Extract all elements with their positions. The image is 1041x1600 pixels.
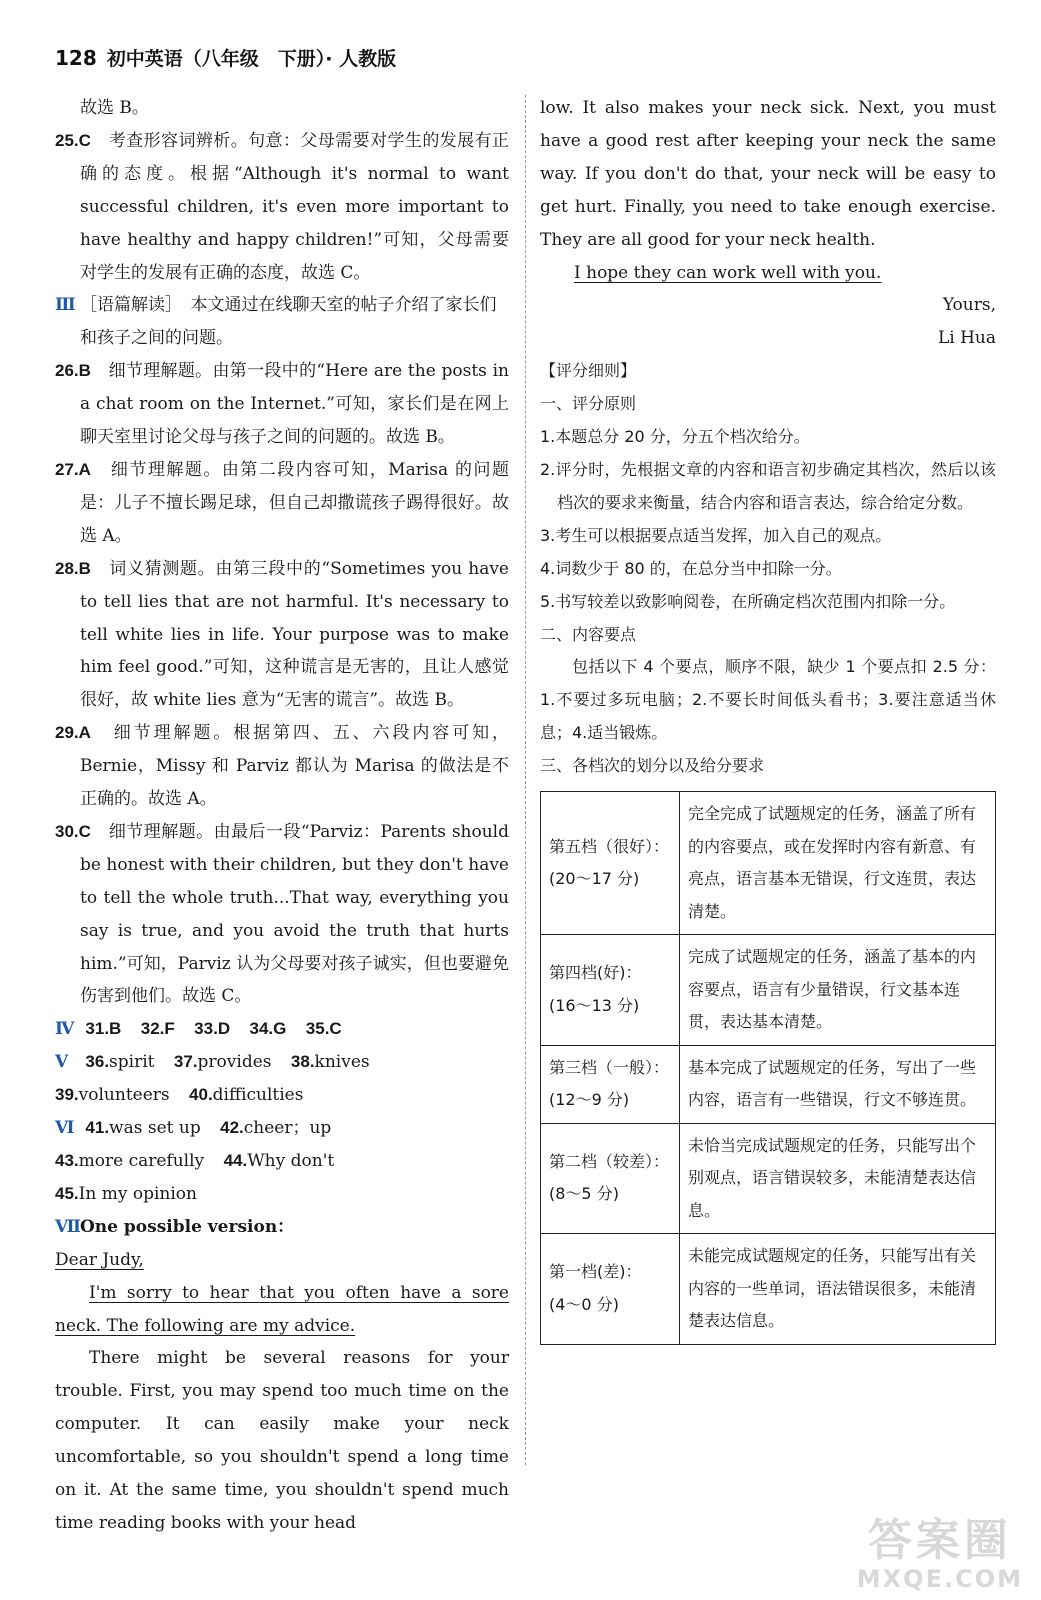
left-column — [55, 92, 509, 1540]
table-row — [541, 1234, 996, 1345]
section-6-answers: Ⅵ 41.was set up 42.cheer；up 43.more carefully 44.Why don't 45.In my opinion — [55, 1118, 335, 1204]
rubric-rule-2: 2.评分时，先根据文章的内容和语言初步确定其档次，然后以该档次的要求来衡量，结合内容和语言表达，综合给定分数。 — [540, 459, 996, 512]
grade-level-cell: 第一档(差)： (4～0 分) — [541, 1234, 680, 1345]
column-divider — [525, 95, 526, 1465]
rubric-content-points: 包括以下 4 个要点，顺序不限，缺少 1 个要点扣 2.5 分：1.不要过多玩电脑；2.不要长时间低头看书；3.要注意适当休息；4.适当锻炼。 — [540, 657, 996, 743]
letter-greeting: Dear Judy, — [55, 1249, 144, 1270]
rubric-heading-1: 一、评分原则 — [540, 394, 637, 414]
grade-table — [540, 791, 996, 1345]
rubric-rule-1: 1.本题总分 20 分，分五个档次给分。 — [540, 427, 810, 447]
rubric-rule-5: 5.书写较差以致影响阅卷，在所确定档次范围内扣除一分。 — [540, 591, 956, 611]
right-column — [540, 92, 996, 1345]
table-row — [541, 792, 996, 935]
letter-sign-off: Yours, — [942, 295, 996, 316]
grade-description-cell: 未恰当完成试题规定的任务，只能写出个别观点，语言错误较多，未能清楚表达信息。 — [680, 1123, 996, 1234]
rubric-rule-4: 4.词数少于 80 的，在总分当中扣除一分。 — [540, 558, 842, 578]
section-7-label: ⅦOne possible version： — [55, 1216, 295, 1237]
prev-item-end: 故选 B。 — [80, 98, 149, 118]
section-3-intro: Ⅲ ［语篇解读］ 本文通过在线聊天室的帖子介绍了家长们和孩子之间的问题。 — [55, 295, 497, 349]
grade-level-cell: 第三档（一般）： (12～9 分) — [541, 1045, 680, 1123]
section-5-answers: Ⅴ 36.spirit 37.provides 38.knives 39.volunteers 40.difficulties — [55, 1052, 370, 1106]
letter-continuation: low. It also makes your neck sick. Next, you must have a good rest after keeping your neck the same way. If you don't do that, your neck will be easy to get hurt. Finally, you need to take enough exercise. They are all good for your neck health. — [540, 98, 996, 250]
section-4-answers: Ⅳ 31.B 32.F 33.D 34.G 35.C — [55, 1019, 342, 1040]
book-title: 初中英语（八年级 下册）· 人教版 — [106, 48, 397, 70]
answer-28: 28.B 词义猜测题。由第三段中的“Sometimes you have to tell lies that are not harmful. It's necessary to tell white lies in life. Your purpose was to make him feel good.”可知，这种谎言是无害的，且让人感觉很好，故 white lies 意为“无害的谎言”。故选 B。 — [55, 558, 509, 711]
table-row — [541, 935, 996, 1046]
grade-level-cell: 第四档(好)： (16～13 分) — [541, 935, 680, 1046]
grade-description-cell: 完全完成了试题规定的任务，涵盖了所有的内容要点，或在发挥时内容有新意、有亮点，语言基本无错误，行文连贯，表达清楚。 — [680, 792, 996, 935]
table-row — [541, 1123, 996, 1234]
letter-paragraph-2: There might be several reasons for your trouble. First, you may spend too much time on the computer. It can easily make your neck uncomfortable, so you shouldn't spend a long time on it. At the same time, you shouldn't spend much time reading books with your head — [55, 1348, 509, 1533]
rubric-rule-3: 3.考生可以根据要点适当发挥，加入自己的观点。 — [540, 525, 892, 545]
rubric-heading-2: 二、内容要点 — [540, 624, 637, 644]
answer-29: 29.A 细节理解题。根据第四、五、六段内容可知，Bernie，Missy 和 Parviz 都认为 Marisa 的做法是不正确的。故选 A。 — [55, 723, 510, 810]
table-row — [541, 1045, 996, 1123]
letter-closing: I hope they can work well with you. — [574, 262, 882, 283]
watermark-logo: 答案圈 MXQE.COM — [856, 1515, 1023, 1593]
grade-level-cell: 第二档（较差）： (8～5 分) — [541, 1123, 680, 1234]
rubric-title: 【评分细则】 — [540, 361, 637, 381]
page-header — [55, 44, 396, 71]
grade-description-cell: 基本完成了试题规定的任务，写出了一些内容，语言有一些错误，行文不够连贯。 — [680, 1045, 996, 1123]
scoring-rubric — [540, 355, 996, 783]
page-number: 128 — [55, 46, 97, 70]
grade-description-cell: 未能完成试题规定的任务，只能写出有关内容的一些单词，语法错误很多，未能清楚表达信息。 — [680, 1234, 996, 1345]
answer-26: 26.B 细节理解题。由第一段中的“Here are the posts in a chat room on the Internet.”可知，家长们是在网上聊天室里讨论父母与孩子之间的问题的。故选 B。 — [55, 361, 509, 448]
grade-level-cell: 第五档（很好）： (20～17 分) — [541, 792, 680, 935]
answer-25: 25.C 考查形容词辨析。句意：父母需要对学生的发展有正确的态度。根据“Although it's normal to want successful children, it's even more important to have healthy and happy children!”可知，父母需要对学生的发展有正确的态度，故选 C。 — [55, 130, 510, 283]
answer-30: 30.C 细节理解题。由最后一段“Parviz：Parents should be honest with their children, but they don't have to tell the whole truth...That way, everything you say is true, and you avoid the truth that hurts him.”可知，Parviz 认为父母要对孩子诚实，但也要避免伤害到他们。故选 C。 — [55, 821, 509, 1007]
letter-signature: Li Hua — [937, 328, 996, 349]
grade-description-cell: 完成了试题规定的任务，涵盖了基本的内容要点，语言有少量错误，行文基本连贯，表达基本清楚。 — [680, 935, 996, 1046]
letter-paragraph-1: I'm sorry to hear that you often have a sore neck. The following are my advice. — [55, 1282, 509, 1336]
rubric-heading-3: 三、各档次的划分以及给分要求 — [540, 756, 765, 776]
answer-27: 27.A 细节理解题。由第二段内容可知，Marisa 的问题是：儿子不擅长踢足球，但自己却撒谎孩子踢得很好。故选 A。 — [55, 459, 510, 546]
